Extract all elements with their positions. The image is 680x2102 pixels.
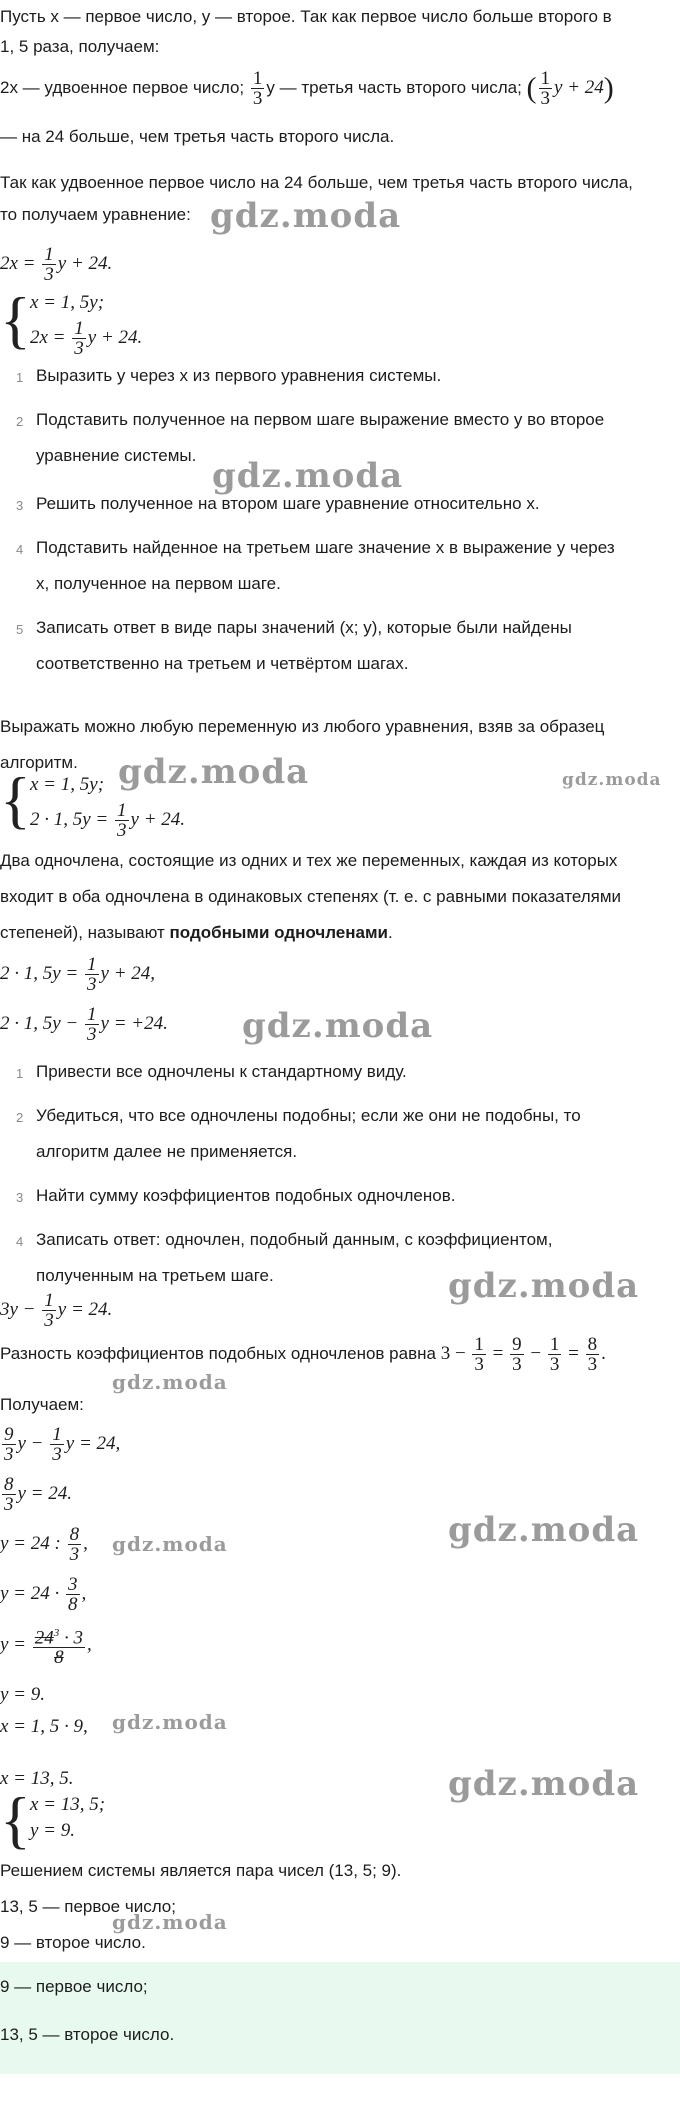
step-number: 2: [16, 414, 24, 429]
step-text: алгоритм далее не применяется.: [36, 1142, 298, 1161]
para4-line-2: входит в оба одночлена в одинаковых степенях (т. е. с равными показателями: [0, 887, 622, 906]
step-text: Привести все одночлены к стандартному виду.: [36, 1062, 407, 1081]
watermark: gdz.moda: [212, 456, 404, 496]
step-text: соответственно на третьем и четвёртом шагах.: [36, 654, 409, 673]
intro-line-4: — на 24 больше, чем третья часть второго числа.: [0, 127, 395, 146]
para4-line-1: Два одночлена, состоящие из одних и тех же переменных, каждая из которых: [0, 851, 618, 870]
system3-eq-1: x = 13, 5;: [30, 1794, 106, 1815]
first-number: 13, 5 — первое число;: [0, 1897, 176, 1916]
intro-line-3b: y — третья часть второго числа;: [266, 78, 522, 97]
step-number: 3: [16, 1190, 24, 1205]
system-brace: {: [0, 1784, 31, 1855]
para4-line-3a: степеней), называют: [0, 923, 165, 942]
system2-eq-1: x = 1, 5y;: [30, 774, 105, 795]
second-number: 9 — второе число.: [0, 1933, 146, 1952]
para2-line-1: Так как удвоенное первое число на 24 больше, чем третья часть второго числа,: [0, 173, 633, 192]
equation-f: y = 24 : $\frac{8}{3}$ ,: [0, 1524, 88, 1566]
step-text: Подставить полученное на первом шаге выражение вместо y во второе: [36, 410, 605, 429]
equation-b: 2 · 1, 5y − $\frac{1}{3}$ y = +24.: [0, 1004, 168, 1046]
equation-k: x = 13, 5.: [0, 1768, 74, 1789]
system-eq-2: 2x = $\frac{1}{3}$ y + 24.: [30, 318, 143, 360]
para5-line: Разность коэффициентов подобных одночленов равна 3 − $\frac{1}{3}$ = $\frac{9}{3}$ − $\frac{1}{3}$ = $\frac{8}{3}$ .: [0, 1334, 606, 1376]
step-text: x, полученное на первом шаге.: [36, 574, 281, 593]
answer-line-1: 9 — первое число;: [0, 1977, 148, 1996]
watermark: gdz.moda: [112, 1370, 228, 1394]
watermark: gdz.moda: [112, 1910, 228, 1934]
step-number: 2: [16, 1110, 24, 1125]
step-text: Найти сумму коэффициентов подобных одночленов.: [36, 1186, 456, 1205]
equation-c: 3y − $\frac{1}{3}$ y = 24.: [0, 1290, 113, 1332]
equation-e: $\frac{8}{3}$ y = 24.: [4, 1474, 73, 1516]
step-number: 1: [16, 1066, 24, 1081]
para3-line-2: алгоритм.: [0, 753, 78, 772]
para4-line-3c: .: [387, 923, 393, 942]
fraction-one-third: $\frac{1}{3}$: [252, 68, 263, 110]
equation-j: x = 1, 5 · 9,: [0, 1716, 88, 1737]
step-text: Записать ответ: одночлен, подобный данным, с коэффициентом,: [36, 1230, 553, 1249]
term-similar-monomials: подобными одночленами: [169, 923, 388, 942]
equation-d: $\frac{9}{3}$ y − $\frac{1}{3}$ y = 24,: [4, 1424, 121, 1466]
received-label: Получаем:: [0, 1395, 84, 1414]
watermark: gdz.moda: [448, 1266, 640, 1306]
intro-line-3: 2x — удвоенное первое число; $\frac{1}{3}$ y — третья часть второго числа; ( $\frac{1}{3}$ y + 24): [0, 68, 614, 110]
step-number: 1: [16, 370, 24, 385]
step-text: Выразить y через x из первого уравнения системы.: [36, 366, 442, 385]
answer-block: [0, 1962, 680, 2074]
para4-line-3: [0, 922, 393, 944]
step-text: Решить полученное на втором шаге уравнение относительно x.: [36, 494, 540, 513]
intro-line-1: Пусть x — первое число, y — второе. Так как первое число больше второго в: [0, 7, 612, 26]
system2-eq-2: 2 · 1, 5y = $\frac{1}{3}$ y + 24.: [30, 800, 186, 842]
para2-line-2: то получаем уравнение:: [0, 205, 191, 224]
equation-g: y = 24 · $\frac{3}{8}$ ,: [0, 1574, 87, 1616]
equation-i: y = 9.: [0, 1684, 46, 1705]
watermark: gdz.moda: [448, 1510, 640, 1550]
step-number: 4: [16, 1234, 24, 1249]
step-text: полученным на третьем шаге.: [36, 1266, 274, 1285]
step-number: 3: [16, 498, 24, 513]
equation-main: 2x = $\frac{1}{3}$ y + 24.: [0, 244, 113, 286]
watermark: gdz.moda: [242, 1006, 434, 1046]
solution-text: Решением системы является пара чисел (13, 5; 9).: [0, 1861, 402, 1880]
watermark: gdz.moda: [210, 196, 402, 236]
step-text: уравнение системы.: [36, 446, 197, 465]
system-brace: {: [0, 284, 31, 355]
para3-line-1: Выражать можно любую переменную из любого уравнения, взяв за образец: [0, 717, 605, 736]
step-number: 4: [16, 542, 24, 557]
step-text: Убедиться, что все одночлены подобны; если же они не подобны, то: [36, 1106, 581, 1125]
system3-eq-2: y = 9.: [30, 1820, 76, 1841]
watermark: gdz.moda: [448, 1764, 640, 1804]
system-brace: {: [0, 764, 31, 835]
watermark: gdz.moda: [562, 770, 662, 790]
equation-a: 2 · 1, 5y = $\frac{1}{3}$ y + 24,: [0, 954, 156, 996]
system-eq-1: x = 1, 5y;: [30, 292, 105, 313]
step-number: 5: [16, 622, 24, 637]
para5-text: Разность коэффициентов подобных одночленов равна: [0, 1344, 436, 1363]
watermark: gdz.moda: [112, 1532, 228, 1556]
equation-h: y = $\frac{24^3 \cdot 3}{8}$ ,: [0, 1624, 92, 1667]
fraction-one-third: $\frac{1}{3}$: [540, 68, 551, 110]
step-text: Записать ответ в виде пары значений (x; y), которые были найдены: [36, 618, 572, 637]
intro-line-2: 1, 5 раза, получаем:: [0, 37, 160, 56]
answer-line-2: 13, 5 — второе число.: [0, 2025, 175, 2044]
watermark: gdz.moda: [118, 752, 310, 792]
step-text: Подставить найденное на третьем шаге значение x в выражение y через: [36, 538, 615, 557]
watermark: gdz.moda: [112, 1710, 228, 1734]
intro-line-3a: 2x — удвоенное первое число;: [0, 78, 245, 97]
